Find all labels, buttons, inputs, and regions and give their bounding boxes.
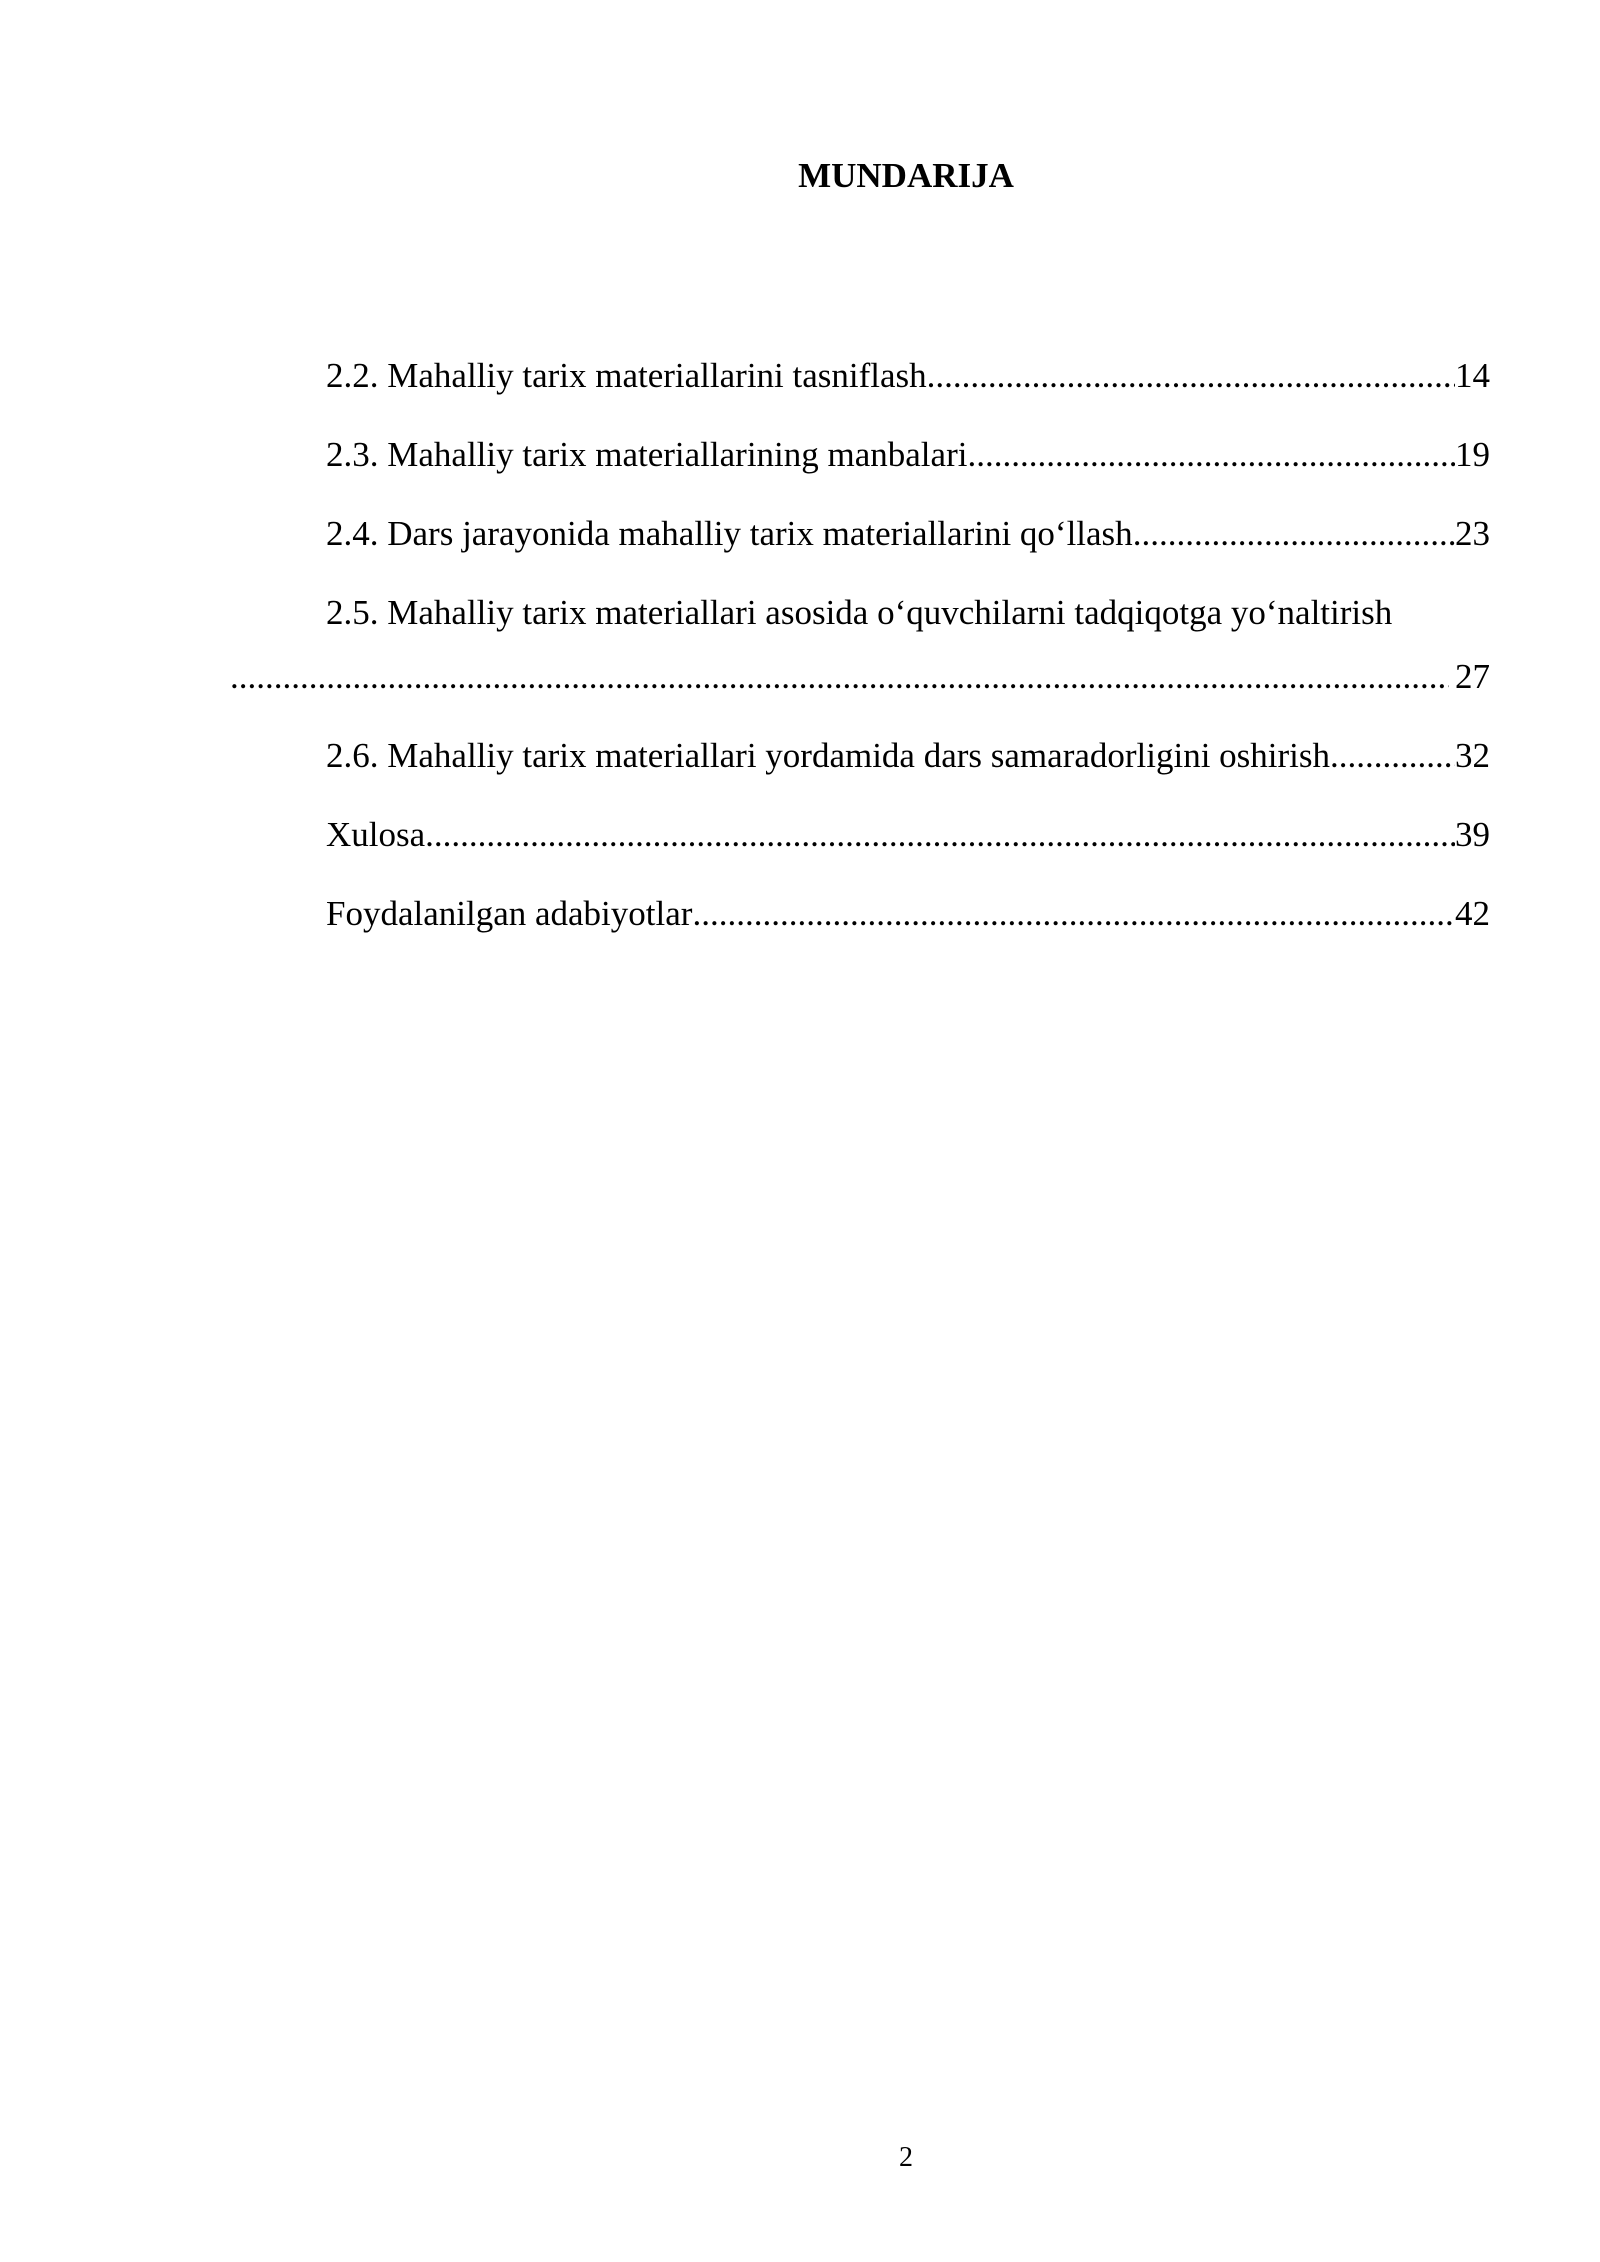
toc-entry-wrapped-label[interactable] <box>326 589 1490 637</box>
toc-entry-wrapped-leader[interactable] <box>230 653 1490 701</box>
toc-dot-leader <box>967 431 1455 479</box>
toc-entry-label: Xulosa <box>326 815 426 854</box>
toc-entry[interactable] <box>326 431 1490 479</box>
toc-entry[interactable] <box>326 352 1490 400</box>
toc-entry-label: 2.5. Mahalliy tarix materiallari asosida o‘quvchilarni tadqiqotga yo‘naltirish <box>326 593 1393 632</box>
toc-dot-leader <box>927 352 1455 400</box>
toc-entry-page: 42 <box>1455 894 1490 933</box>
toc-dot-leader <box>425 811 1455 859</box>
toc-entry-label: 2.2. Mahalliy tarix materiallarini tasniflash <box>326 356 927 395</box>
toc-entry-label: Foydalanilgan adabiyotlar <box>326 894 693 933</box>
toc-entry-label: 2.6. Mahalliy tarix materiallari yordamida dars samaradorligini oshirish <box>326 736 1331 775</box>
toc-entry-page: 39 <box>1455 815 1490 854</box>
toc-entry[interactable] <box>326 510 1490 558</box>
page-number: 2 <box>899 2142 913 2173</box>
toc-entry-page: 27 <box>1455 657 1490 696</box>
page-title: MUNDARIJA <box>798 156 1014 195</box>
toc-entry-page: 14 <box>1455 356 1490 395</box>
toc-dot-leader <box>692 890 1455 938</box>
toc-entry[interactable] <box>326 890 1490 938</box>
toc-dot-leader <box>230 653 1449 701</box>
toc-entry[interactable] <box>326 732 1490 780</box>
toc-entry-page: 32 <box>1455 736 1490 775</box>
toc-dot-leader <box>1330 732 1455 780</box>
toc-entry[interactable] <box>326 811 1490 859</box>
toc-entry-label: 2.3. Mahalliy tarix materiallarining manbalari <box>326 435 968 474</box>
toc-entry-label: 2.4. Dars jarayonida mahalliy tarix materiallarini qo‘llash <box>326 514 1133 553</box>
toc-entry-page: 23 <box>1455 514 1490 553</box>
toc-entry-page: 19 <box>1455 435 1490 474</box>
toc-dot-leader <box>1133 510 1455 558</box>
